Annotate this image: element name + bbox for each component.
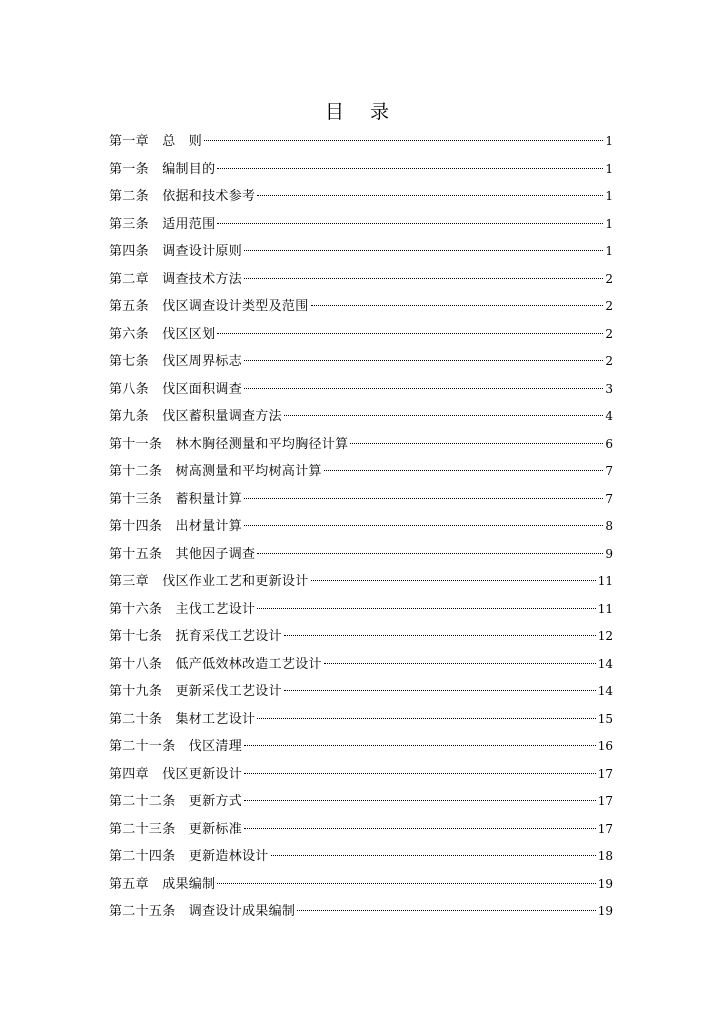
dot-leader [244, 524, 603, 526]
toc-entry[interactable] [109, 871, 613, 899]
dot-leader [244, 359, 603, 361]
toc-entry-label: 第二十二条 更新方式 [109, 794, 243, 809]
toc-entry[interactable] [109, 541, 613, 569]
toc-entry-label: 第八条 伐区面积调查 [109, 381, 243, 397]
dot-leader [217, 167, 603, 169]
dot-leader [297, 909, 596, 911]
toc-entry[interactable] [109, 706, 613, 734]
toc-entry-page-number: 1 [605, 134, 613, 148]
toc-entry-label: 第三条 适用范围 [109, 216, 216, 232]
dot-leader [217, 222, 603, 224]
dot-leader [257, 717, 595, 719]
toc-entry[interactable] [109, 458, 613, 486]
toc-entry-label: 第十三条 蓄积量计算 [109, 491, 243, 507]
toc-entry-page-number: 16 [597, 739, 613, 753]
toc-entry-label: 第十一条 林木胸径测量和平均胸径计算 [109, 436, 349, 452]
toc-entry-label: 第六条 伐区区划 [109, 326, 216, 342]
toc-entry-page-number: 2 [605, 271, 613, 286]
dot-leader [244, 249, 603, 251]
toc-entry-label: 第十四条 出材量计算 [109, 519, 243, 534]
toc-entry-page-number: 18 [597, 849, 613, 863]
toc-entry-page-number: 6 [605, 436, 613, 451]
dot-leader [324, 469, 604, 471]
toc-entry-page-number: 15 [597, 711, 613, 726]
toc-entry-label: 第十七条 抚育采伐工艺设计 [109, 629, 282, 644]
toc-entry-label: 第十五条 其他因子调查 [109, 546, 256, 562]
toc-entry-label: 第一条 编制目的 [109, 161, 216, 177]
toc-entry-label: 第二章 调查技术方法 [109, 271, 243, 287]
toc-entry-page-number: 17 [597, 794, 613, 808]
toc-entry-label: 第二条 依据和技术参考 [109, 189, 256, 204]
dot-leader [244, 497, 603, 499]
toc-entry-label: 第一章 总 则 [109, 134, 203, 149]
toc-entry-page-number: 9 [605, 546, 613, 561]
toc-entry-page-number: 7 [605, 464, 613, 478]
toc-entry-page-number: 2 [605, 354, 613, 368]
dot-leader [244, 277, 603, 279]
toc-entry-page-number: 17 [597, 766, 613, 781]
toc-entry-label: 第二十一条 伐区清理 [109, 739, 243, 754]
toc-entry-label: 第五章 成果编制 [109, 876, 216, 892]
toc-entry-label: 第五条 伐区调查设计类型及范围 [109, 299, 309, 314]
toc-entry-label: 第七条 伐区周界标志 [109, 354, 243, 369]
dot-leader [284, 689, 596, 691]
toc-entry[interactable] [109, 431, 613, 459]
dot-leader [257, 552, 603, 554]
toc-entry-page-number: 1 [605, 189, 613, 203]
dot-leader [350, 442, 603, 444]
dot-leader [244, 799, 596, 801]
toc-entry-page-number: 14 [597, 684, 613, 698]
toc-list [109, 128, 613, 926]
toc-entry-page-number: 4 [605, 409, 613, 423]
toc-entry[interactable] [109, 513, 613, 541]
toc-entry[interactable] [109, 293, 613, 321]
toc-entry-page-number: 19 [597, 904, 613, 918]
toc-entry-label: 第十九条 更新采伐工艺设计 [109, 684, 282, 699]
toc-entry-label: 第三章 伐区作业工艺和更新设计 [109, 574, 309, 589]
toc-entry-page-number: 12 [597, 629, 613, 643]
toc-entry[interactable] [109, 403, 613, 431]
toc-entry-page-number: 17 [597, 821, 613, 836]
toc-entry-page-number: 1 [605, 161, 613, 176]
toc-entry[interactable] [109, 596, 613, 624]
toc-entry-label: 第二十条 集材工艺设计 [109, 711, 256, 727]
dot-leader [271, 854, 596, 856]
dot-leader [204, 139, 603, 141]
toc-entry-page-number: 3 [605, 381, 613, 396]
toc-entry-page-number: 2 [605, 299, 613, 313]
dot-leader [217, 332, 603, 334]
toc-entry[interactable] [109, 788, 613, 816]
toc-entry-label: 第二十四条 更新造林设计 [109, 849, 269, 864]
toc-entry[interactable] [109, 761, 613, 789]
toc-entry[interactable] [109, 651, 613, 679]
toc-entry-label: 第四条 调查设计原则 [109, 244, 243, 259]
toc-entry[interactable] [109, 376, 613, 404]
toc-entry-label: 第二十三条 更新标准 [109, 821, 243, 837]
dot-leader [311, 579, 596, 581]
toc-entry[interactable] [109, 238, 613, 266]
toc-entry-page-number: 1 [605, 244, 613, 258]
dot-leader [284, 634, 596, 636]
toc-entry[interactable] [109, 156, 613, 184]
toc-entry-page-number: 1 [605, 216, 613, 231]
toc-entry-page-number: 14 [597, 656, 613, 671]
toc-entry[interactable] [109, 321, 613, 349]
toc-entry-page-number: 2 [605, 326, 613, 341]
toc-entry[interactable] [109, 486, 613, 514]
dot-leader [244, 387, 603, 389]
toc-entry[interactable] [109, 816, 613, 844]
toc-entry[interactable] [109, 623, 613, 651]
toc-entry[interactable] [109, 348, 613, 376]
dot-leader [324, 662, 596, 664]
dot-leader [284, 414, 603, 416]
dot-leader [257, 194, 603, 196]
toc-entry[interactable] [109, 733, 613, 761]
toc-entry[interactable] [109, 898, 613, 926]
toc-entry[interactable] [109, 568, 613, 596]
toc-entry[interactable] [109, 183, 613, 211]
toc-entry-page-number: 8 [605, 519, 613, 533]
toc-entry-label: 第九条 伐区蓄积量调查方法 [109, 409, 282, 424]
toc-entry-label: 第十八条 低产低效林改造工艺设计 [109, 656, 322, 672]
toc-title: 目 录 [324, 101, 400, 123]
dot-leader [244, 772, 596, 774]
dot-leader [311, 304, 604, 306]
toc-entry[interactable] [109, 678, 613, 706]
toc-entry[interactable] [109, 211, 613, 239]
dot-leader [244, 744, 596, 746]
toc-entry-page-number: 11 [597, 574, 613, 588]
toc-entry-label: 第四章 伐区更新设计 [109, 766, 243, 782]
dot-leader [244, 827, 596, 829]
dot-leader [257, 607, 595, 609]
dot-leader [217, 882, 595, 884]
toc-entry-page-number: 7 [605, 491, 613, 506]
toc-entry-label: 第十六条 主伐工艺设计 [109, 601, 256, 617]
toc-entry[interactable] [109, 128, 613, 156]
toc-entry[interactable] [109, 266, 613, 294]
toc-entry-label: 第十二条 树高测量和平均树高计算 [109, 464, 322, 479]
toc-entry-page-number: 11 [597, 601, 613, 616]
toc-entry-label: 第二十五条 调查设计成果编制 [109, 904, 296, 919]
toc-entry-page-number: 19 [597, 876, 613, 891]
toc-entry[interactable] [109, 843, 613, 871]
